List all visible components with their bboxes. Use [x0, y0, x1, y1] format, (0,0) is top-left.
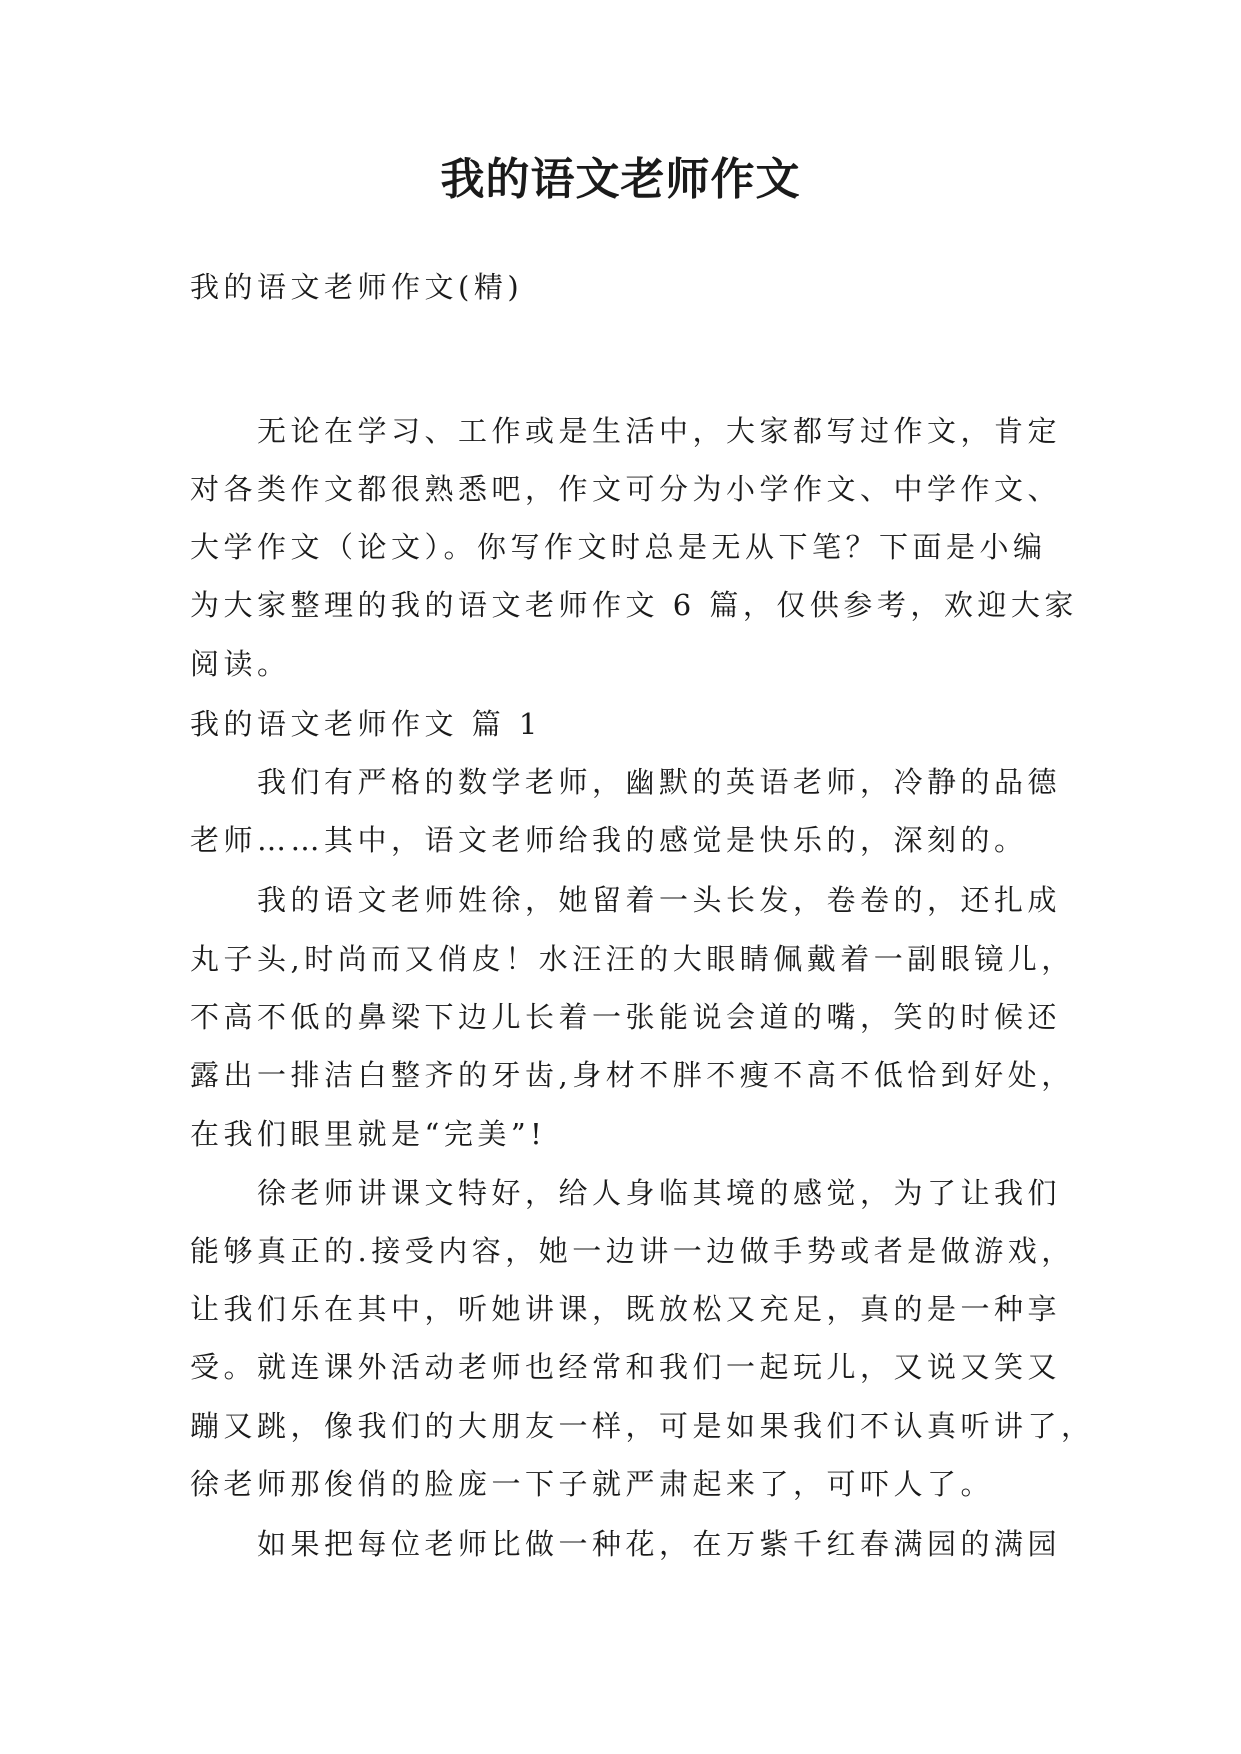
paragraph-line: 徐老师讲课文特好，给人身临其境的感觉，为了让我们: [257, 1176, 1062, 1210]
paragraph-line: 受。就连课外活动老师也经常和我们一起玩儿，又说又笑又: [190, 1350, 1062, 1384]
paragraph-line: 老师……其中，语文老师给我的感觉是快乐的，深刻的。: [190, 823, 1028, 857]
paragraph-line: 蹦又跳，像我们的大朋友一样，可是如果我们不认真听讲了，: [190, 1409, 1095, 1443]
document-subtitle: 我的语文老师作文(精): [190, 270, 524, 304]
paragraph-line: 大学作文（论文）。你写作文时总是无从下笔？下面是小编: [190, 530, 1047, 564]
paragraph-line: 无论在学习、工作或是生活中，大家都写过作文，肯定: [257, 414, 1062, 448]
paragraph-line: 在我们眼里就是“完美”!: [190, 1117, 547, 1151]
paragraph-line: 我的语文老师姓徐，她留着一头长发，卷卷的，还扎成: [257, 883, 1062, 917]
section-heading: 我的语文老师作文 篇 1: [190, 707, 542, 741]
paragraph-line: 如果把每位老师比做一种花，在万紫千红春满园的满园: [257, 1527, 1062, 1561]
paragraph-line: 阅读。: [190, 647, 291, 681]
paragraph-line: 不高不低的鼻梁下边儿长着一张能说会道的嘴，笑的时候还: [190, 1000, 1062, 1034]
paragraph-line: 我们有严格的数学老师，幽默的英语老师，冷静的品德: [257, 765, 1062, 799]
document-title: 我的语文老师作文: [440, 154, 801, 205]
paragraph-line: 让我们乐在其中，听她讲课，既放松又充足，真的是一种享: [190, 1292, 1062, 1326]
paragraph-line: 能够真正的.接受内容，她一边讲一边做手势或者是做游戏，: [190, 1234, 1075, 1268]
paragraph-line: 徐老师那俊俏的脸庞一下子就严肃起来了，可吓人了。: [190, 1467, 995, 1501]
paragraph-line: 对各类作文都很熟悉吧，作文可分为小学作文、中学作文、: [190, 472, 1062, 506]
paragraph-line: 露出一排洁白整齐的牙齿,身材不胖不瘦不高不低恰到好处，: [190, 1058, 1075, 1092]
paragraph-line: 为大家整理的我的语文老师作文 6 篇，仅供参考，欢迎大家: [190, 588, 1078, 622]
paragraph-line: 丸子头,时尚而又俏皮！水汪汪的大眼睛佩戴着一副眼镜儿，: [190, 942, 1075, 976]
